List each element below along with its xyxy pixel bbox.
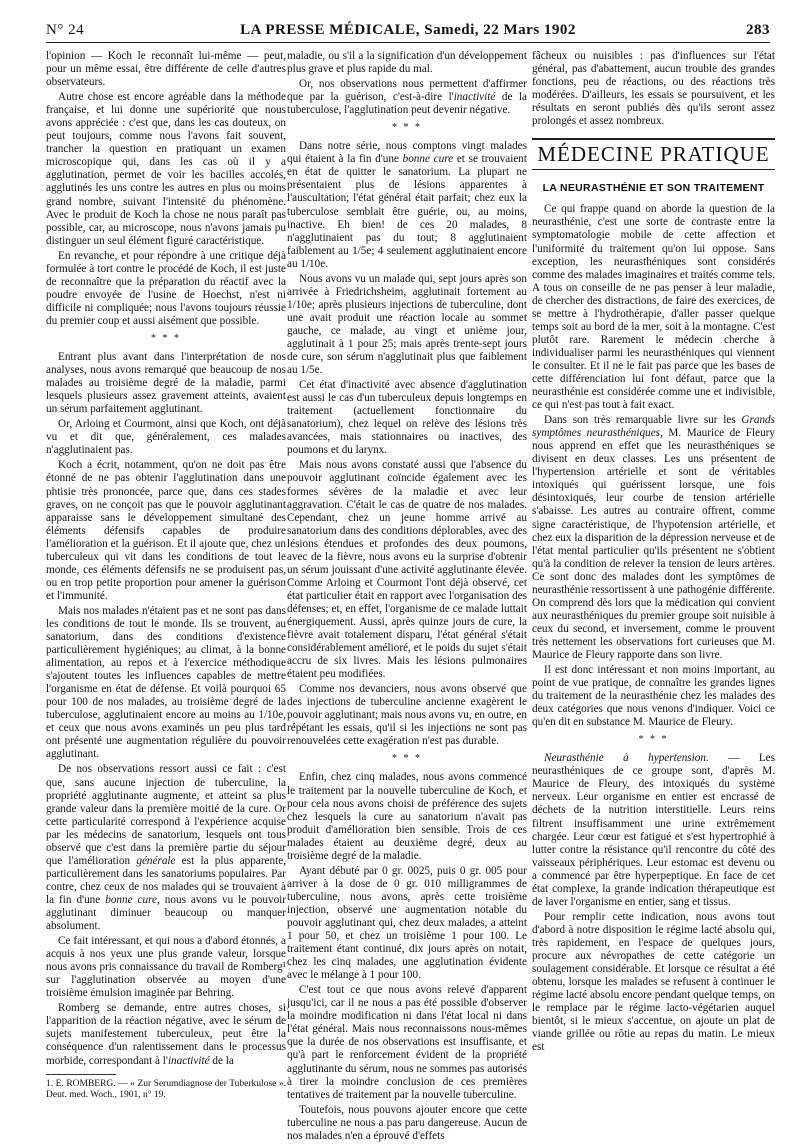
column-1 bbox=[46, 50, 286, 1103]
paragraph: Ce fait intéressant, et qui nous a d'abord étonnés, a acquis à nos yeux une plus grande valeur, lorsque nous avons pris connaissance du travail de Romberg¹ sur l'agglutination observée au moyen d'une troisième émulsion imaginée par Behring. bbox=[46, 935, 286, 1000]
page-number: 283 bbox=[746, 22, 770, 38]
paragraph: Mais nos malades n'étaient pas et ne sont pas dans les conditions de tout le monde. Ils se trouvent, au sanatorium, dans des conditions d'existence particulièrement hygiéniques; au climat, à la bonne alimentation, au repos et à l'exercice méthodique s'ajoutent toutes les influences capables de mettre l'organisme en état de défense. Et voilà pourquoi 65 pour 100 de nos malades, au troisième degré de la tuberculose, agglutinaient encore au moins au 1/10e, et ceux que nous avons examinés un peu plus tard ont présenté une augmentation régulière du pouvoir agglutinant. bbox=[46, 604, 286, 761]
column-3 bbox=[532, 50, 775, 1056]
paragraph: maladie, ou s'il a la signification d'un développement plus grave et plus rapide du mal. bbox=[287, 50, 527, 76]
paragraph: Romberg se demande, entre autres choses, si l'apparition de la réaction négative, avec le sérum de sujets manifestement tuberculeux, peut être la conséquence d'un ralentissement dans le processus morbide, correspondant à l'inactivité de la bbox=[46, 1002, 286, 1067]
paragraph: Koch a écrit, notamment, qu'on ne doit pas être étonné de ne pas obtenir l'agglutination dans une phtisie très prononcée, parce que, dans ces stades graves, on ne conçoit pas que le pouvoir agglutinant apparaisse sans le développement simultané des éléments défensifs capables de produire l'amélioration et la guérison. Et il ajoute que, chez un tuberculeux qui vit dans les conditions de tout le monde, ces éléments défensifs ne se produisent pas, ou en trop petite proportion pour amener la guérison et l'immunité. bbox=[46, 459, 286, 602]
section-title: MÉDECINE PRATIQUE bbox=[537, 142, 770, 167]
paragraph: Neurasthénie à hypertension. — Les neurasthéniques de ce groupe sont, d'après M. Maurice de Fleury, des intoxiqués du système nerveux. Leur organisme en entier est encrassé de déchets de la nutrition interstitielle. Leurs reins filtrent insuffisamment une urine extrêmement chargée. Leur cœur est fatigué et s'est hypertrophié à lutter contre la résistance qu'il rencontre du côté des vaisseaux périphériques. Leur estomac est devenu ou a commencé par être hyperpeptique. En face de cet état complexe, la grande indication thérapeutique est de laver l'organisme en entier, sang et tissus. bbox=[532, 752, 775, 908]
paragraph: Enfin, chez cinq malades, nous avons commencé le traitement par la nouvelle tuberculine de Koch, et pour cela nous avons choisi de préférence des sujets chez lesquels la cure au sanatorium n'avait pas produit d'amélioration bien sensible. Trois de ces malades étaient au deuxième degré, deux au troisième degré de la maladie. bbox=[287, 771, 527, 862]
paragraph: Comme nos devanciers, nous avons observé que des injections de tuberculine ancienne exagèrent le pouvoir agglutinant; mais nous avons vu, en outre, en répétant les essais, qu'il si les injections ne sont pas renouvelées cette exagération n'est pas durable. bbox=[287, 683, 527, 748]
paragraph: Il est donc intéressant et non moins important, au point de vue pratique, de connaître les grandes lignes du traitement de la neurasthénie chez les malades des deux catégories que nous venons d'indiquer. Voici ce qu'en dit en substance M. Maurice de Fleury. bbox=[532, 664, 775, 729]
paragraph: l'opinion — Koch le reconnaît lui-même — peut, pour un même essai, être différente de celle d'autres observateurs. bbox=[46, 50, 286, 89]
section-separator: * * * bbox=[392, 753, 422, 765]
paragraph: fâcheux ou nuisibles : pas d'influences sur l'état général, pas d'abattement, aucun trouble des grandes fonctions, peu de réactions, ou des réactions très modérées. D'ailleurs, les essais se poursuivent, et les résultats en seront publiés dès qu'ils seront assez prolongés et assez nombreux. bbox=[532, 50, 775, 128]
paragraph: Or, Arloing et Courmont, ainsi que Koch, ont déjà vu et dit que, généralement, ces malades n'agglutinaient pas. bbox=[46, 418, 286, 457]
paragraph: En revanche, et pour répondre à une critique déjà formulée à tort contre le procédé de Koch, il est juste de reconnaître que la préparation du réactif avec la poudre envoyée de l'usine de Hoechst, n'est ni difficile ni compliquée; nous l'avons toujours réussie du premier coup et aussi aisément que possible. bbox=[46, 249, 286, 327]
paragraph: Cet état d'inactivité avec absence d'agglutination est aussi le cas d'un tuberculeux depuis longtemps en traitement (actuellement fonctionnaire du sanatorium), chez lequel on relève des lésions très avancées, mais stationnaires ou inactives, des poumons et du larynx. bbox=[287, 379, 527, 457]
article-title: LA NEURASTHÉNIE ET SON TRAITEMENT bbox=[542, 182, 765, 195]
paragraph: C'est tout ce que nous avons relevé d'apparent jusqu'ici, car il ne nous a pas été possible d'observer la moindre modification ni dans l'état local ni dans l'état général. Mais nous reconnaissons nous-mêmes que la durée de nos observations est insuffisante, et qu'à part le renforcement évident de la propriété agglutinante du sérum, nous ne sommes pas autorisés à tirer la moindre conclusion de ces premières tentatives de traitement par la nouvelle tuberculine. bbox=[287, 984, 527, 1101]
section-heading-box bbox=[532, 138, 775, 170]
paragraph: Nous avons vu un malade qui, sept jours après son arrivée à Friedrichsheim, agglutinait fortement au 1/10e; après plusieurs injections de tuberculine, dont une avait produit une réaction locale au sommet gauche, ce malade, au vingt et unième jour, agglutinait à 1 pour 25; mais après trente-sept jours de cure, son sérum n'agglutinait plus que faiblement au 1/5e. bbox=[287, 272, 527, 377]
paragraph: Or, nos observations nous permettent d'affirmer que par la guérison, c'est-à-dire l'inactivité de la tuberculose, l'agglutination peut devenir négative. bbox=[287, 78, 527, 117]
section-separator: * * * bbox=[151, 332, 181, 344]
page-header bbox=[46, 20, 770, 43]
paragraph: Entrant plus avant dans l'interprétation de nos analyses, nous avons remarqué que beaucoup de nos malades au troisième degré de la maladie, parmi lesquels plusieurs assez gravement atteints, avaient un sérum parfaitement agglutinant. bbox=[46, 351, 286, 416]
paragraph: Dans son très remarquable livre sur les Grands symptômes neurasthéniques, M. Maurice de Fleury nous apprend en effet que les neurasthéniques se divisent en deux classes. Les uns présentent de l'hypertension artérielle et sont de véritables intoxiqués qui guérissent lorsque, une fois désintoxiqués, leur courbe de tension artérielle s'abaisse. Les autres au contraire offrent, comme signe caractéristique, de l'hypotension artérielle, et chez eux la disparition de la dépression nerveuse et de l'état mental particulier qu'ils présentent ne s'obtient qu'à la condition de relever la tension de leurs artères. Ce sont donc des malades dont les symptômes de neurasthénie ressortissent à une pathogénie différente. On comprend dès lors que la médication qui convient aux neurasthéniques du premier groupe soit nuisible à ceux du second, et inversement, comme le prouvent très nettement les observations fort curieuses que M. Maurice de Fleury rapporte dans son livre. bbox=[532, 414, 775, 661]
section-separator: * * * bbox=[392, 122, 422, 134]
paragraph: De nos observations ressort aussi ce fait : c'est que, sans aucune injection de tuberculine, la propriété agglutinante augmente, et atteint sa plus grande valeur dans la première moitié de la cure. Or cette particularité correspond à l'expérience acquise par les médecins de sanatorium, lesquels ont tous observé que c'est dans la première partie du séjour que l'amélioration générale est la plus apparente, particulièrement dans les sanatoriums populaires. Par contre, chez ceux de nos malades qui se trouvaient à la fin d'une bonne cure, nous avons vu le pouvoir agglutinant diminuer beaucoup ou manquer absolument. bbox=[46, 763, 287, 933]
journal-title: LA PRESSE MÉDICALE, Samedi, 22 Mars 1902 bbox=[240, 22, 576, 38]
paragraph: Autre chose est encore agréable dans la méthode française, et lui donne une supériorité que nous avons appréciée : c'est que, dans les cas douteux, on peut toujours, comme nous l'avons fait souvent, trancher la question en pratiquant un examen microscopique qui, dans les cas où il y a agglutination, permet de voir les bacilles accolés, agglutinés les uns contre les autres en plus ou moins grand nombre, suivant l'intensité du phénomène. Avec le produit de Koch la chose ne nous paraît pas possible, car, au microscope, nous n'avons jamais pu distinguer un seul élément figuré caractéristique. bbox=[46, 91, 286, 247]
paragraph: Toutefois, nous pouvons ajouter encore que cette tuberculine ne nous a pas paru dangereuse. Aucun de nos malades n'en a éprouvé d'effets bbox=[287, 1103, 527, 1142]
issue-number: N° 24 bbox=[46, 22, 85, 38]
footnote-rule bbox=[46, 1074, 116, 1075]
paragraph: Dans notre série, nous comptons vingt malades qui étaient à la fin d'une bonne cure et se trouvaient en état de quitter le sanatorium. La plupart ne présentaient plus de lésions apparentes à l'auscultation; l'état général était parfait; chez eux la tuberculose semblait être guérie, ou, au moins, inactive. Eh bien! de ces 20 malades, 8 n'agglutinaient pas du tout; 8 agglutinaient faiblement au 1/5e; 4 seulement agglutinaient encore au 1/10e. bbox=[287, 140, 528, 270]
paragraph: Pour remplir cette indication, nous avons tout d'abord à notre disposition le régime lacté absolu qui, très rapidement, en l'espace de quelques jours, procure aux névropathes de cette catégorie un soulagement considérable. Et lorsque ce résultat a été obtenu, lorsque les malades se refusent à continuer le régime lacté absolu encore pendant quelque temps, on le remplace par le régime lacto-végétarien auquel bientôt, si le mieux s'accentue, on ajoute un plat de viande grillée ou rôtie au repas du matin. Le mieux est bbox=[532, 910, 775, 1054]
column-2 bbox=[287, 50, 527, 1145]
section-separator: * * * bbox=[638, 734, 669, 746]
paragraph: Ce qui frappe quand on aborde la question de la neurasthénie, c'est une sorte de contraste entre la symptomatologie mobile de cette affection et l'uniformité du traitement qu'on lui oppose. Sans exception, les neurasthéniques sont considérés comme des malades imaginaires et traités comme tels. A tous on conseille de ne pas penser à leur maladie, de chercher des distractions, de faire des exercices, de se mettre à l'hydrothérapie, d'aller passer quelque temps soit au bord de la mer, soit à la montagne. C'est plutôt rare. Rarement le médecin cherche à individualiser parmi les neurasthéniques qui viennent le consulter. Et il ne le fait pas parce que les bases de cette différenciation lui font défaut, parce que la neurasthénie est considérée comme une et indivisible, ce qui n'est pas tout à fait exact. bbox=[532, 203, 775, 412]
paragraph: Ayant débuté par 0 gr. 0025, puis 0 gr. 005 pour arriver à la dose de 0 gr. 010 milligrammes de tuberculine, nous avons, après cette troisième injection, observé une augmentation notable du pouvoir agglutinant qui, chez deux malades, a atteint 1 pour 50, et chez un troisième 1 pour 100. Le traitement étant continué, dix jours après on notait, chez les cinq malades, une agglutination évidente avec le mélange à 1 pour 100. bbox=[287, 864, 527, 982]
paragraph: Mais nous avons constaté aussi que l'absence du pouvoir agglutinant coïncide également avec les formes sévères de la maladie et avec leur aggravation. C'était le cas de quatre de nos malades. Cependant, chez un jeune homme arrivé au sanatorium dans des conditions déplorables, avec des lésions étendues et profondes des deux poumons, avec de la fièvre, nous avons eu la surprise d'obtenir un sérum jouissant d'une activité agglutinante élevée. Comme Arloing et Courmont l'ont déjà observé, cet état particulier était en rapport avec l'organisation des défenses; et, en effet, l'organisme de ce malade luttait énergiquement. Aussi, après quinze jours de cure, la fièvre avait totalement disparu, l'état général s'était considérablement amélioré, et le poids du sujet s'était accru de six livres. Mais les lésions pulmonaires étaient peu modifiées. bbox=[287, 459, 527, 681]
footnote: 1. E. ROMBERG. — « Zur Serumdiagnose der Tuberkulose ». Deut. med. Woch., 1901, n° 19. bbox=[46, 1078, 286, 1100]
